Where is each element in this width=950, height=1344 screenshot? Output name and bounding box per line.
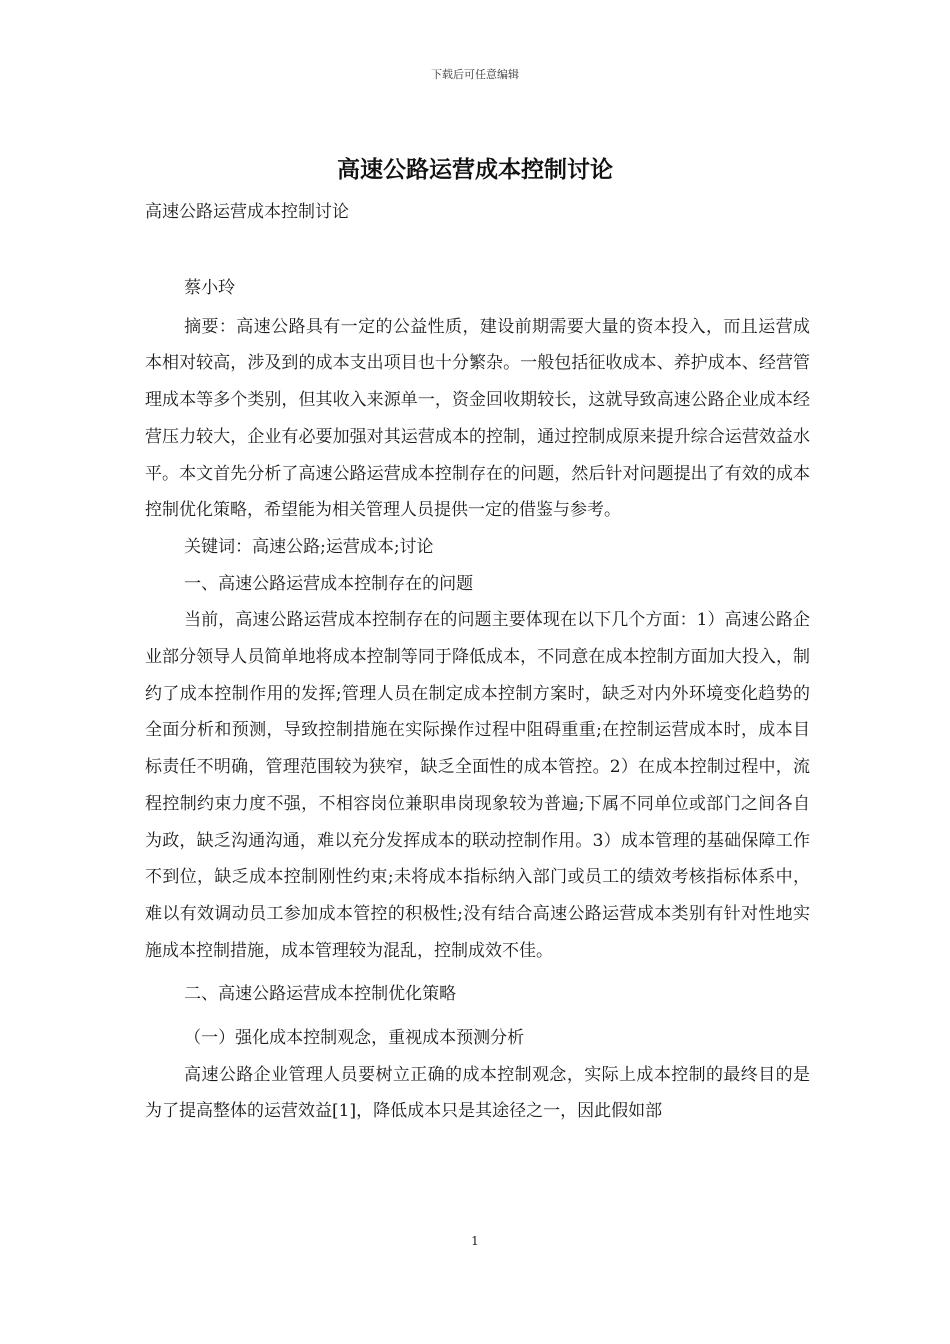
document-title: 高速公路运营成本控制讨论 xyxy=(337,156,613,183)
page-number: 1 xyxy=(471,1234,479,1248)
section-heading-2: 二、高速公路运营成本控制优化策略 xyxy=(184,984,457,1005)
document-subtitle: 高速公路运营成本控制讨论 xyxy=(145,202,349,222)
abstract-paragraph: 摘要：高速公路具有一定的公益性质，建设前期需要大量的资本投入，而且运营成本相对较高，涉及到的成本支出项目也十分繁杂。一般包括征收成本、养护成本、经营管理成本等多个类别，但其收入来源单一，资金回收期较长，这就导致高速公路企业成本经营压力较大，企业有必要加强对其运营成本的控制，通过控制成原来提升综合运营效益水平。本文首先分析了高速公路运营成本控制存在的问题，然后针对问题提出了有效的成本控制优化策略，希望能为相关管理人员提供一定的借鉴与参考。 xyxy=(145,316,810,521)
section-1-paragraph: 当前，高速公路运营成本控制存在的问题主要体现在以下几个方面：1）高速公路企业部分领导人员简单地将成本控制等同于降低成本，不同意在成本控制方面加大投入，制约了成本控制作用的发挥;管理人员在制定成本控制方案时，缺乏对内外环境变化趋势的全面分析和预测，导致控制措施在实际操作过程中阻碍重重;在控制运营成本时，成本目标责任不明确，管理范围较为狭窄，缺乏全面性的成本管控。2）在成本控制过程中，流程控制约束力度不强，不相容岗位兼职串岗现象较为普遍;下属不同单位或部门之间各自为政，缺乏沟通沟通，难以充分发挥成本的联动控制作用。3）成本管理的基础保障工作不到位，缺乏成本控制刚性约束;未将成本指标纳入部门或员工的绩效考核指标体系中，难以有效调动员工参加成本管控的积极性;没有结合高速公路运营成本类别有针对性地实施成本控制措施，成本管理较为混乱，控制成效不佳。 xyxy=(145,610,810,961)
page-header-note: 下载后可任意编辑 xyxy=(431,68,519,81)
subsection-heading-1: （一）强化成本控制观念，重视成本预测分析 xyxy=(184,1028,525,1049)
document-body xyxy=(145,270,810,1130)
subsection-1-paragraph: 高速公路企业管理人员要树立正确的成本控制观念，实际上成本控制的最终目的是为了提高整体的运营效益[1]，降低成本只是其途径之一，因此假如部 xyxy=(145,1064,810,1122)
author-name: 蔡小玲 xyxy=(184,278,236,298)
section-heading-1: 一、高速公路运营成本控制存在的问题 xyxy=(184,573,474,594)
keywords-line: 关键词：高速公路;运营成本;讨论 xyxy=(184,536,434,557)
